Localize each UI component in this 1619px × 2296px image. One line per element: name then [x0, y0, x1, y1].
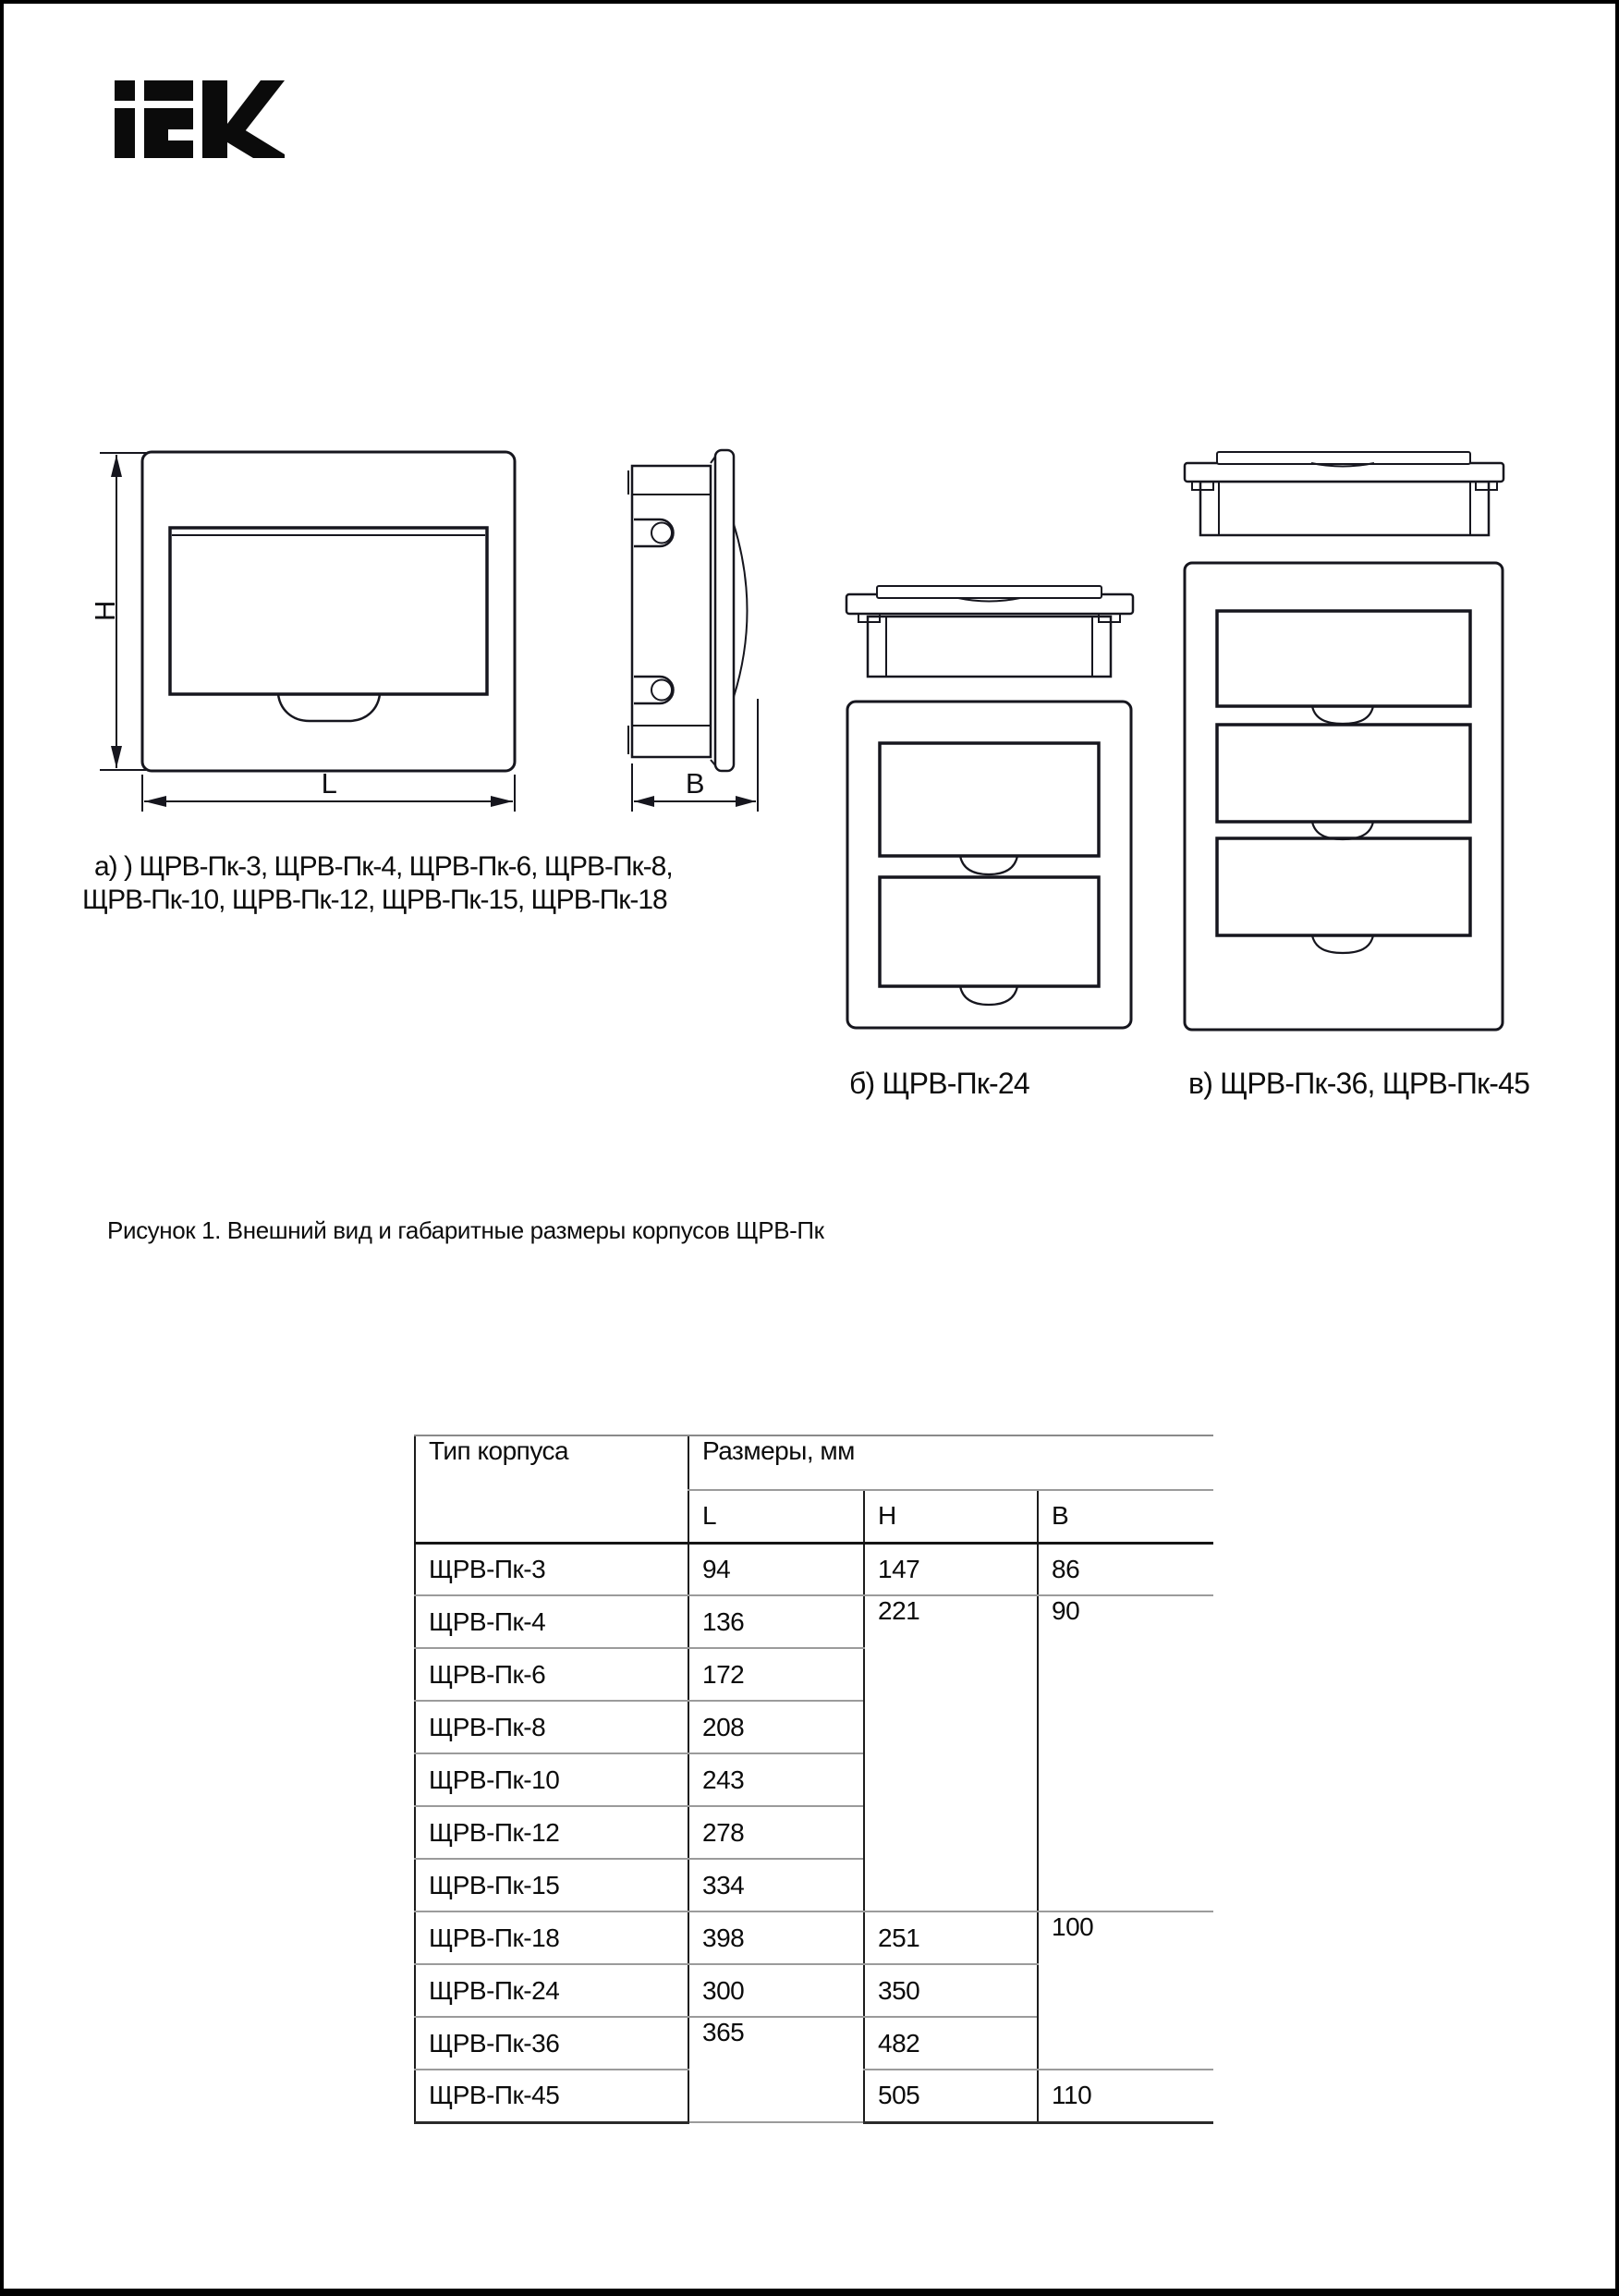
l-cell: 94 [688, 1543, 864, 1595]
caption-a-line1: а) ) ЩРВ-Пк-3, ЩРВ-Пк-4, ЩРВ-Пк-6, ЩРВ-Пк-8, [94, 851, 673, 882]
h-cell: 147 [864, 1543, 1038, 1595]
b-cell-merged: 100 [1038, 1911, 1213, 2070]
drawing-a-side-view [628, 450, 748, 771]
drawing-a-front-view [142, 452, 515, 771]
b-cell: 86 [1038, 1543, 1213, 1595]
col-header-b: B [1038, 1490, 1213, 1543]
table-row [415, 1543, 1213, 1595]
l-cell: 278 [688, 1806, 864, 1859]
type-cell: ЩРВ-Пк-36 [415, 2017, 688, 2070]
caption-a-line2: ЩРВ-Пк-10, ЩРВ-Пк-12, ЩРВ-Пк-15, ЩРВ-Пк-18 [82, 885, 667, 915]
l-cell: 398 [688, 1911, 864, 1964]
table-row [415, 1911, 1213, 1964]
h-cell: 251 [864, 1911, 1038, 1964]
drawing-b-front-view [847, 702, 1131, 1028]
dimensions-table [414, 1435, 1213, 2124]
col-header-l: L [688, 1490, 864, 1543]
caption-variant-v: в) ЩРВ-Пк-36, ЩРВ-Пк-45 [1188, 1067, 1530, 1100]
h-cell: 350 [864, 1964, 1038, 2017]
figure-caption: Рисунок 1. Внешний вид и габаритные размеры корпусов ЩРВ-Пк [107, 1216, 824, 1244]
type-cell: ЩРВ-Пк-6 [415, 1648, 688, 1701]
type-cell: ЩРВ-Пк-45 [415, 2070, 688, 2122]
col-header-type: Тип корпуса [415, 1435, 688, 1543]
type-cell: ЩРВ-Пк-15 [415, 1859, 688, 1911]
type-cell: ЩРВ-Пк-12 [415, 1806, 688, 1859]
h-cell: 482 [864, 2017, 1038, 2070]
l-cell: 208 [688, 1701, 864, 1753]
drawing-v-front-view [1185, 563, 1503, 1030]
col-header-dimensions: Размеры, мм [688, 1435, 1213, 1490]
table-row [415, 1595, 1213, 1648]
col-header-h: H [864, 1490, 1038, 1543]
table-header-row-1 [415, 1435, 1213, 1490]
b-cell-merged: 90 [1038, 1595, 1213, 1911]
caption-variant-b: б) ЩРВ-Пк-24 [849, 1067, 1029, 1100]
b-cell: 110 [1038, 2070, 1213, 2122]
dim-label-h: H [89, 601, 121, 621]
type-cell: ЩРВ-Пк-24 [415, 1964, 688, 2017]
h-cell: 505 [864, 2070, 1038, 2122]
h-cell-merged: 221 [864, 1595, 1038, 1911]
type-cell: ЩРВ-Пк-4 [415, 1595, 688, 1648]
l-cell: 136 [688, 1595, 864, 1648]
type-cell: ЩРВ-Пк-10 [415, 1753, 688, 1806]
l-cell: 243 [688, 1753, 864, 1806]
dim-label-l: L [321, 767, 337, 800]
type-cell: ЩРВ-Пк-3 [415, 1543, 688, 1595]
drawing-v-top-view [1185, 452, 1503, 535]
drawing-b-top-view [846, 586, 1133, 677]
l-cell: 334 [688, 1859, 864, 1911]
caption-variant-a [82, 850, 673, 917]
l-cell: 300 [688, 1964, 864, 2017]
l-cell-merged: 365 [688, 2017, 864, 2122]
type-cell: ЩРВ-Пк-18 [415, 1911, 688, 1964]
type-cell: ЩРВ-Пк-8 [415, 1701, 688, 1753]
l-cell: 172 [688, 1648, 864, 1701]
iek-logo-icon [115, 80, 285, 158]
dim-label-b: B [685, 767, 705, 800]
